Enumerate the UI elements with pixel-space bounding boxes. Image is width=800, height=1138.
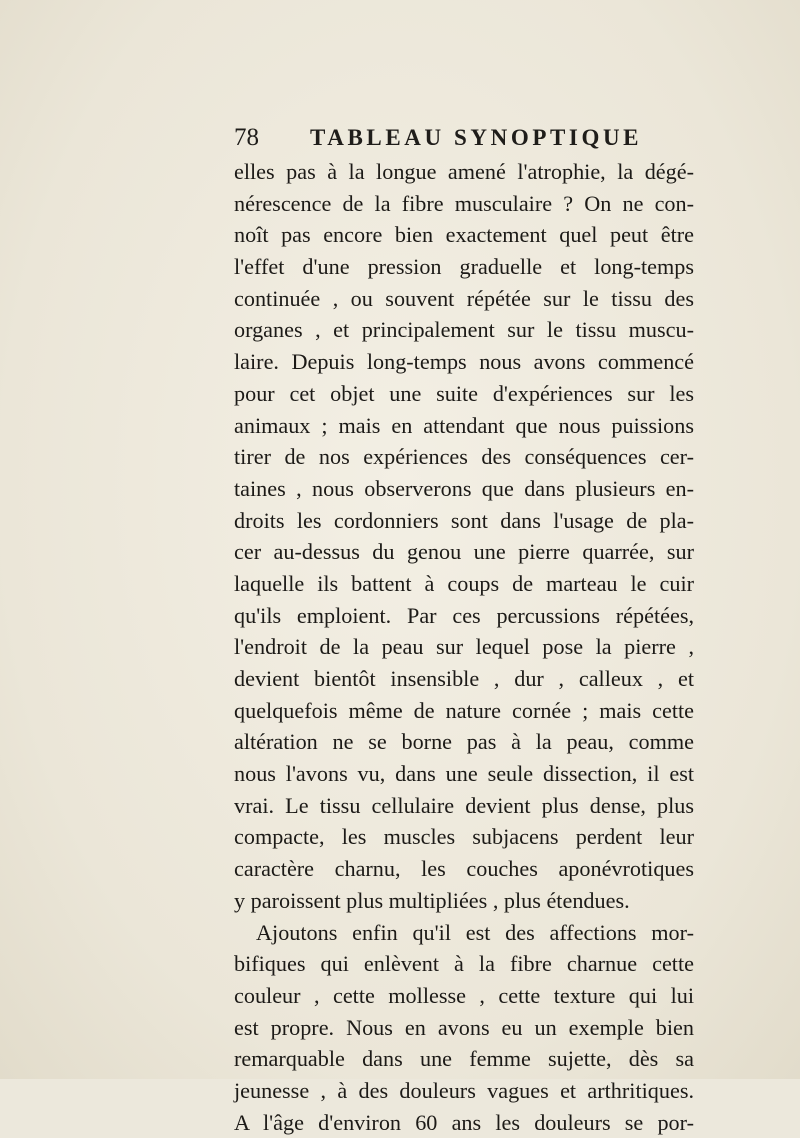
text-line: elles pas à la longue amené l'atrophie, la dégé- xyxy=(234,159,694,184)
text-line: taines , nous observerons que dans plusieurs en- xyxy=(234,475,694,501)
text-line: jeunesse , à des douleurs vagues et arthritiques. xyxy=(234,1077,694,1103)
text-line: remarquable dans une femme sujette, dès sa xyxy=(234,1046,694,1072)
text-line: l'endroit de la peau sur lequel pose la pierre , xyxy=(234,634,694,660)
text-line: nérescence de la fibre musculaire ? On ne con- xyxy=(234,190,694,216)
text-line: pour cet objet une suite d'expériences sur les xyxy=(234,380,694,406)
page-number: 78 xyxy=(234,124,259,151)
text-line: devient bientôt insensible , dur , calleux , et xyxy=(234,666,694,691)
text-line: animaux ; mais en attendant que nous puissions xyxy=(234,412,694,438)
text-line: laire. Depuis long-temps nous avons commencé xyxy=(234,349,694,375)
text-line: laquelle ils battent à coups de marteau le cuir xyxy=(234,570,694,596)
running-title: TABLEAU SYNOPTIQUE xyxy=(310,125,643,150)
text-line: tirer de nos expériences des conséquences cer- xyxy=(234,444,694,470)
text-line: continuée , ou souvent répétée sur le tissu des xyxy=(234,285,694,311)
text-line: vrai. Le tissu cellulaire devient plus dense, plus xyxy=(234,792,694,818)
text-line: caractère charnu, les couches aponévrotiques xyxy=(234,856,694,882)
text-line: compacte, les muscles subjacens perdent leur xyxy=(234,824,694,850)
body-text xyxy=(234,156,694,1138)
text-line: l'effet d'une pression graduelle et long-temps xyxy=(234,254,694,280)
text-line: cer au-dessus du genou une pierre quarrée, sur xyxy=(234,539,694,565)
text-line: noît pas encore bien exactement quel peut être xyxy=(234,222,694,248)
text-line: bifiques qui enlèvent à la fibre charnue cette xyxy=(234,951,694,977)
text-line: A l'âge d'environ 60 ans les douleurs se por- xyxy=(234,1109,694,1135)
text-line: y paroissent plus multipliées , plus étendues. xyxy=(234,887,630,913)
text-line: nous l'avons vu, dans une seule dissection, il est xyxy=(234,761,694,787)
text-line: qu'ils emploient. Par ces percussions répétées, xyxy=(234,602,694,628)
text-line: couleur , cette mollesse , cette texture qui lui xyxy=(234,982,694,1008)
text-line: altération ne se borne pas à la peau, comme xyxy=(234,729,694,755)
running-head xyxy=(234,122,694,154)
text-line: organes , et principalement sur le tissu muscu- xyxy=(234,317,694,343)
text-line: est propre. Nous en avons eu un exemple bien xyxy=(234,1014,694,1040)
text-line: Ajoutons enfin qu'il est des affections mor- xyxy=(256,919,694,945)
text-line: droits les cordonniers sont dans l'usage de pla- xyxy=(234,507,694,533)
text-line: quelquefois même de nature cornée ; mais cette xyxy=(234,697,694,723)
